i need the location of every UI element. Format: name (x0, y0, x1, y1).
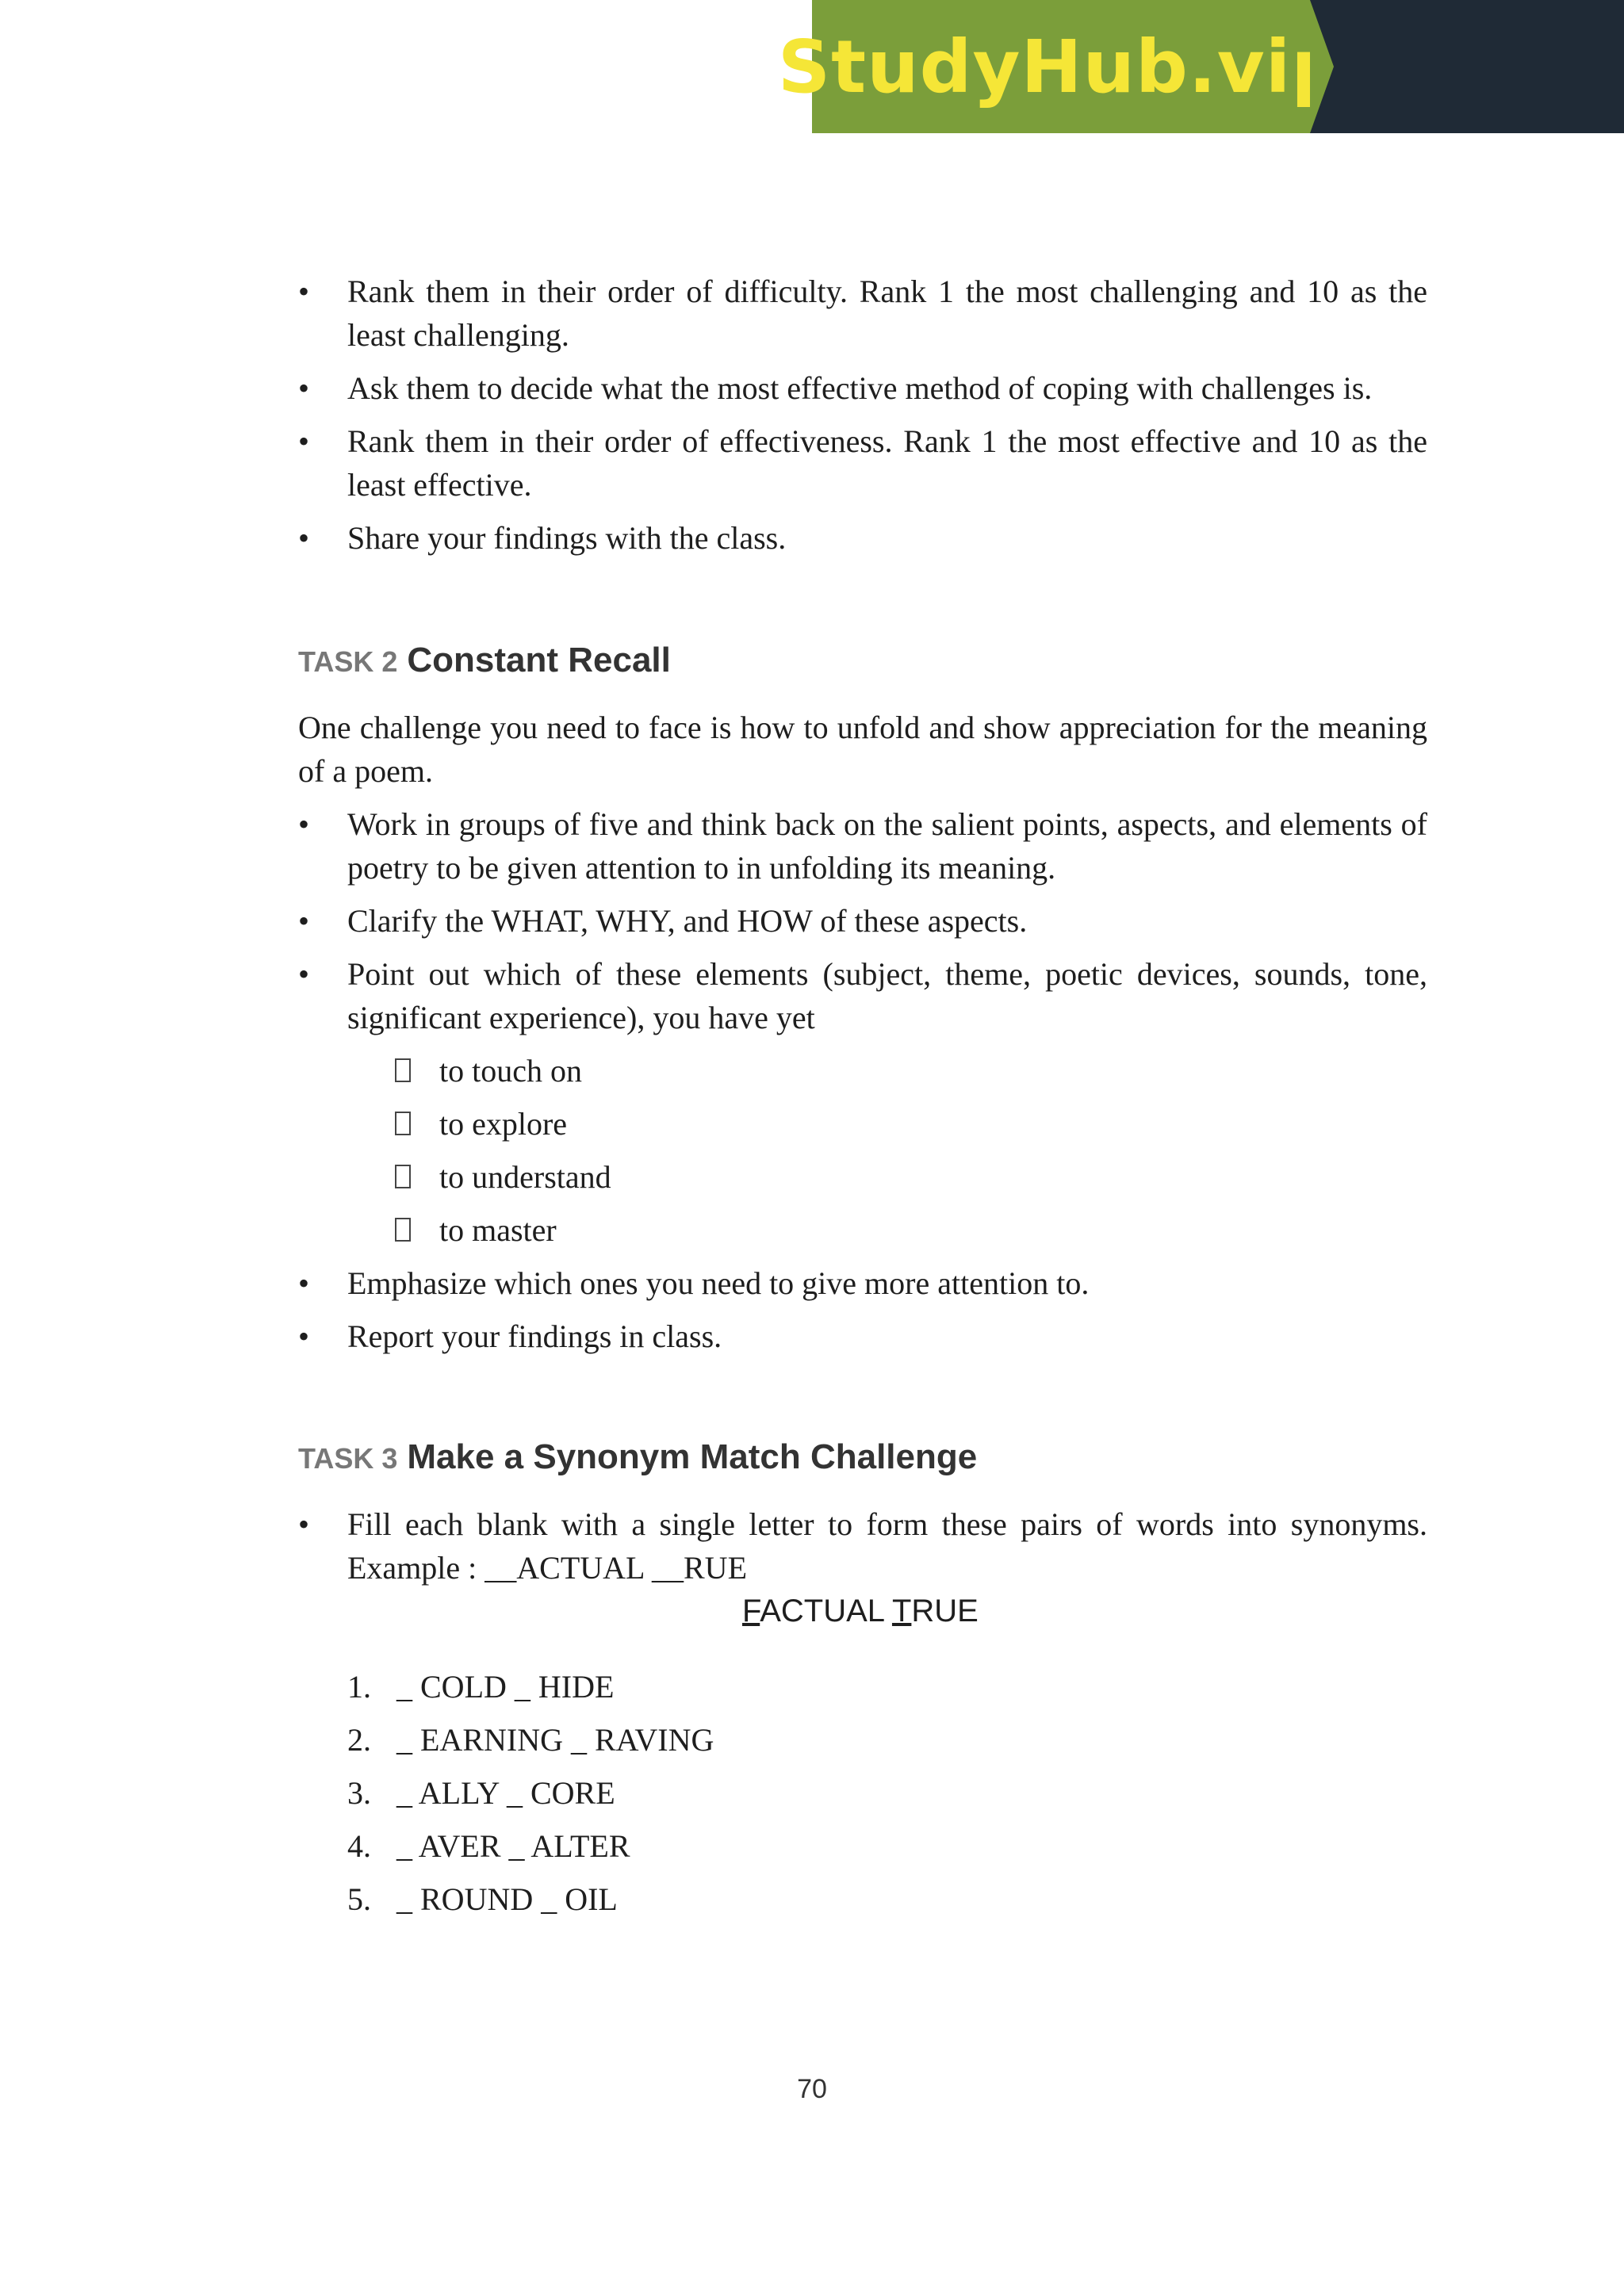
clock-icon: ⊙ (545, 55, 561, 75)
list-item: to master (395, 1208, 1427, 1252)
task2-bullet-list (298, 802, 1427, 1039)
checkbox-icon (395, 1058, 411, 1082)
list-item: • Rank them in their order of effectiveness. Rank 1 the most effective and 10 as the least effective. (298, 423, 1427, 503)
list-item: to explore (395, 1102, 1427, 1146)
page-number: 70 (797, 2074, 827, 2104)
checkbox-icon (395, 1218, 411, 1242)
task3-bullet-list (298, 1502, 1427, 1590)
task2-subitem-list (298, 1049, 1427, 1252)
list-item: to understand (395, 1155, 1427, 1199)
copy-icon: ⧉ (546, 88, 559, 109)
perk-text: 100% plagiarism free (566, 87, 795, 109)
brand-logo-text: StudyHub.vip (777, 24, 1345, 109)
perk-experienced (544, 21, 781, 43)
list-item: • Point out which of these elements (subject, theme, poetic devices, sounds, tone, significant experience), you have yet (298, 956, 1427, 1035)
list-item: • Emphasize which ones you need to give more attention to. (298, 1265, 1090, 1301)
task3-label: TASK 3 (298, 1442, 398, 1475)
list-item: • Fill each blank with a single letter to form these pairs of words into synonyms. Example : __ACTUAL __RUE (298, 1506, 1427, 1586)
perk-plagiarism (544, 87, 795, 109)
list-item: • Rank them in their order of difficulty. Rank 1 the most challenging and 10 as the least challenging. (298, 274, 1427, 353)
list-item: • Ask them to decide what the most effective method of coping with challenges is. (298, 370, 1373, 406)
checkbox-icon (395, 1165, 411, 1188)
task2-title: Constant Recall (407, 641, 671, 679)
task3-heading (298, 1437, 1427, 1477)
brand-block[interactable] (777, 0, 1345, 133)
list-item: 4. _ AVER _ ALTER (347, 1828, 630, 1864)
task3-title: Make a Synonym Match Challenge (407, 1437, 978, 1476)
intro-bullet-list (298, 270, 1427, 560)
list-item: 1. _ COLD _ HIDE (347, 1669, 615, 1705)
example-answer: FACTUAL TRUE (742, 1594, 979, 1628)
page-content (298, 270, 1427, 1931)
checkbox-icon (395, 1112, 411, 1135)
list-item: 3. _ ALLY _ CORE (347, 1775, 615, 1811)
task2-bullet-list-2 (298, 1261, 1427, 1358)
perks-block (1310, 0, 1624, 133)
list-item: • Clarify the WHAT, WHY, and HOW of these aspects. (298, 903, 1028, 939)
list-item: • Report your findings in class. (298, 1318, 722, 1354)
task2-label: TASK 2 (298, 645, 398, 678)
list-item: 5. _ ROUND _ OIL (347, 1881, 618, 1917)
synonym-list (298, 1665, 1427, 1921)
list-item: to touch on (395, 1049, 1427, 1093)
perk-delivery (544, 54, 745, 76)
star-icon: ☆ (545, 21, 561, 42)
task2-heading (298, 641, 1427, 680)
task2-intro: One challenge you need to face is how to unfold and show appreciation for the meaning of a poem. (298, 710, 1427, 789)
list-item: • Work in groups of five and think back on the salient points, aspects, and elements of poetry to be given attention to in unfolding its meaning. (298, 806, 1427, 886)
perk-text: Experienced writers (566, 21, 781, 43)
list-item: 2. _ EARNING _ RAVING (347, 1722, 714, 1758)
list-item: • Share your findings with the class. (298, 520, 787, 556)
perk-text: On-time delivery (566, 54, 746, 76)
advert-banner[interactable] (777, 0, 1624, 133)
